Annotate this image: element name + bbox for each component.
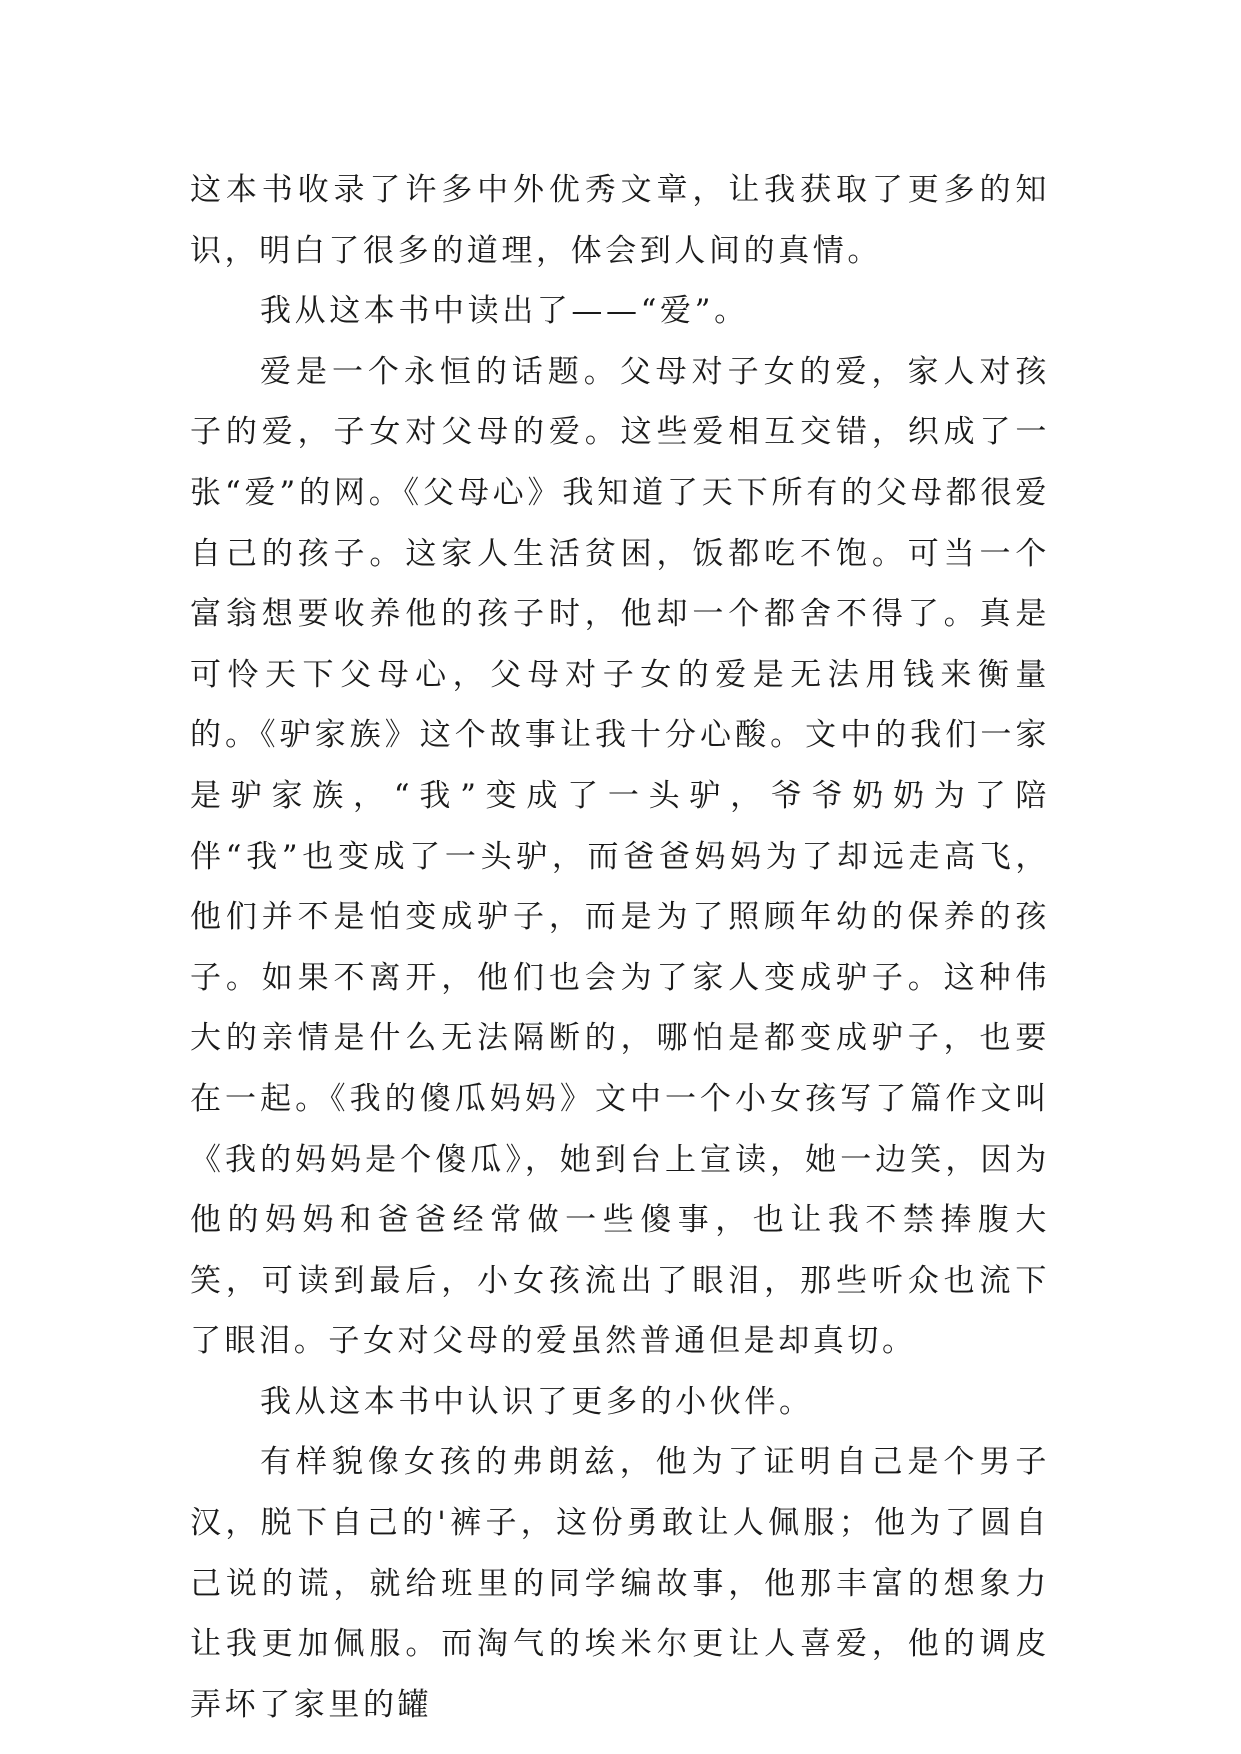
paragraph-love-heading: 我从这本书中读出了——“爱”。 <box>260 293 749 330</box>
paragraph-love-body: 爱是一个永恒的话题。父母对子女的爱，家人对孩子的爱，子女对父母的爱。这些爱相互交错，织成了一张“爱”的网。《父母心》我知道了天下所有的父母都很爱自己的孩子。这家人生活贫困，饭都吃不饱。可当一个富翁想要收养他的孩子时，他却一个都舍不得了。真是可怜天下父母心，父母对子女的爱是无法用钱来衡量的。《驴家族》这个故事让我十分心酸。文中的我们一家是驴家族，“我”变成了一头驴，爷爷奶奶为了陪伴“我”也变成了一头驴，而爸爸妈妈为了却远走高飞，他们并不是怕变成驴子，而是为了照顾年幼的保养的孩子。如果不离开，他们也会为了家人变成驴子。这种伟大的亲情是什么无法隔断的，哪怕是都变成驴子，也要在一起。《我的傻瓜妈妈》文中一个小女孩写了篇作文叫《我的妈妈是个傻瓜》，她到台上宣读，她一边笑，因为他的妈妈和爸爸经常做一些傻事，也让我不禁捧腹大笑，可读到最后，小女孩流出了眼泪，那些听众也流下了眼泪。子女对父母的爱虽然普通但是却真切。 <box>190 353 1050 1360</box>
paragraph-intro: 这本书收录了许多中外优秀文章，让我获取了更多的知识，明白了很多的道理，体会到人间的真情。 <box>190 172 1050 269</box>
paragraph-friends-heading: 我从这本书中认识了更多的小伙伴。 <box>260 1383 814 1420</box>
paragraph-friends-body: 有样貌像女孩的弗朗兹，他为了证明自己是个男子汉，脱下自己的'裤子，这份勇敢让人佩服；他为了圆自己说的谎，就给班里的同学编故事，他那丰富的想象力让我更加佩服。而淘气的埃米尔更让人喜爱，他的调皮弄坏了家里的罐 <box>190 1444 1050 1723</box>
document-body <box>190 160 1050 1735</box>
